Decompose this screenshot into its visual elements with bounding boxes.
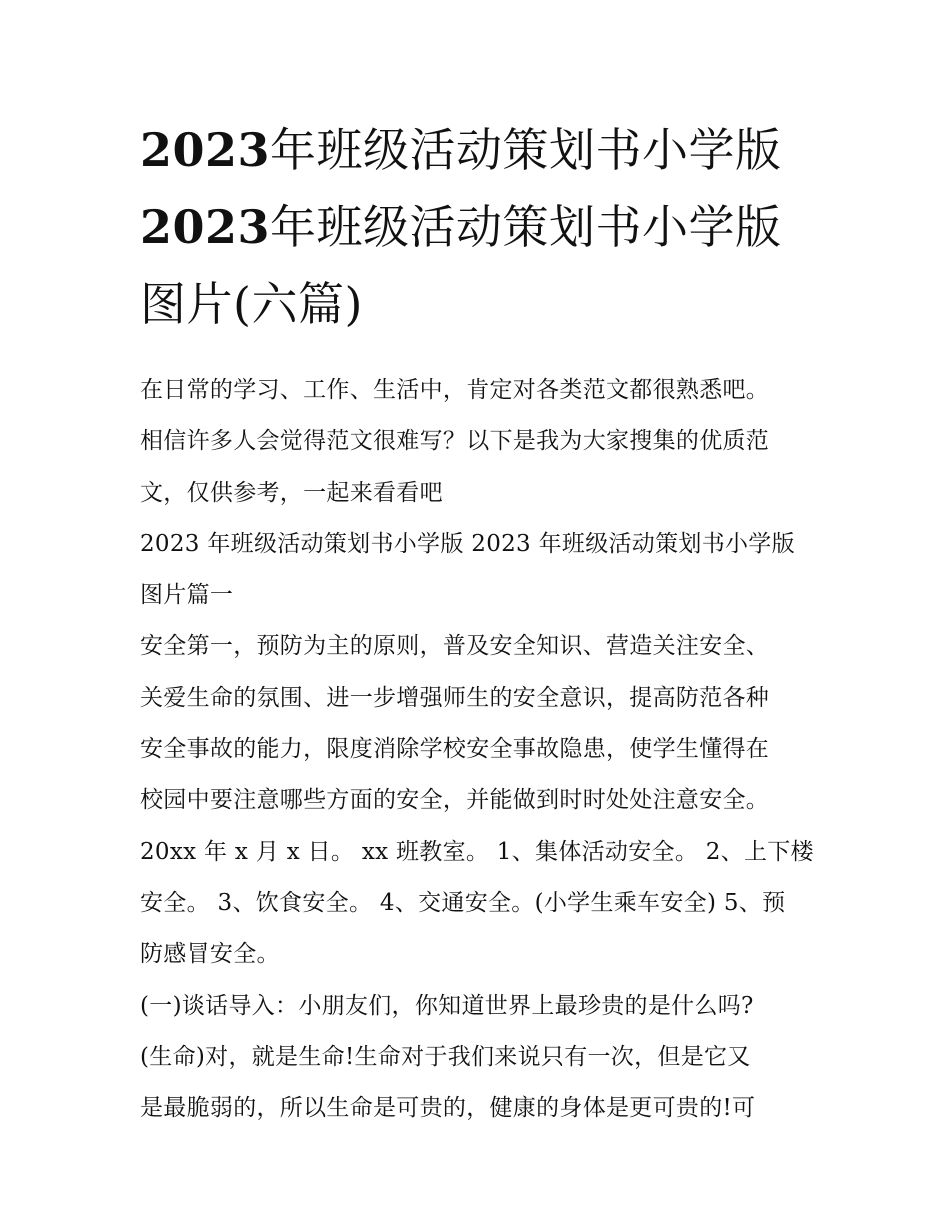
body-line: 安全。 3、饮食安全。 4、交通安全。(小学生乘车安全) 5、预 [140,889,786,916]
body-line: 是最脆弱的，所以生命是可贵的，健康的身体是更可贵的!可 [140,1095,756,1122]
body-line: 校园中要注意哪些方面的安全，并能做到时时处处注意安全。 [140,787,770,814]
title-text: 年班级活动策划书小学版 [270,200,782,254]
body-line: 在日常的学习、工作、生活中，肯定对各类范文都很熟悉吧。 [140,377,770,403]
document-title [140,112,820,343]
title-line-1 [140,112,820,189]
body-line: 文，仅供参考，一起来看看吧 [140,479,443,506]
section-heading: 2023 年班级活动策划书小学版 2023 年班级活动策划书小学版 [140,530,795,557]
title-text: 年班级活动策划书小学版 [270,123,782,177]
document-body [140,365,820,1134]
body-line: 相信许多人会觉得范文很难写？以下是我为大家搜集的优质范 [140,428,770,455]
title-year: 2023 [140,200,271,254]
body-line: (一)谈话导入：小朋友们，你知道世界上最珍贵的是什么吗? [140,992,754,1019]
body-line: 防感冒安全。 [140,941,280,968]
body-line: 关爱生命的氛围、进一步增强师生的安全意识，提高防范各种 [140,684,770,711]
title-text: 图片(六篇) [140,277,363,331]
title-line-3 [140,266,820,343]
section-heading: 图片篇一 [140,582,234,609]
body-line: (生命)对，就是生命!生命对于我们来说只有一次，但是它又 [140,1043,751,1070]
title-year: 2023 [140,123,271,177]
body-line: 20xx 年 x 月 x 日。 xx 班教室。 1、集体活动安全。 2、上下楼 [140,838,814,865]
document-page [140,112,820,1134]
title-line-2 [140,189,820,266]
body-line: 安全事故的能力，限度消除学校安全事故隐患，使学生懂得在 [140,736,770,763]
body-line: 安全第一，预防为主的原则，普及安全知识、营造关注安全、 [140,633,770,660]
